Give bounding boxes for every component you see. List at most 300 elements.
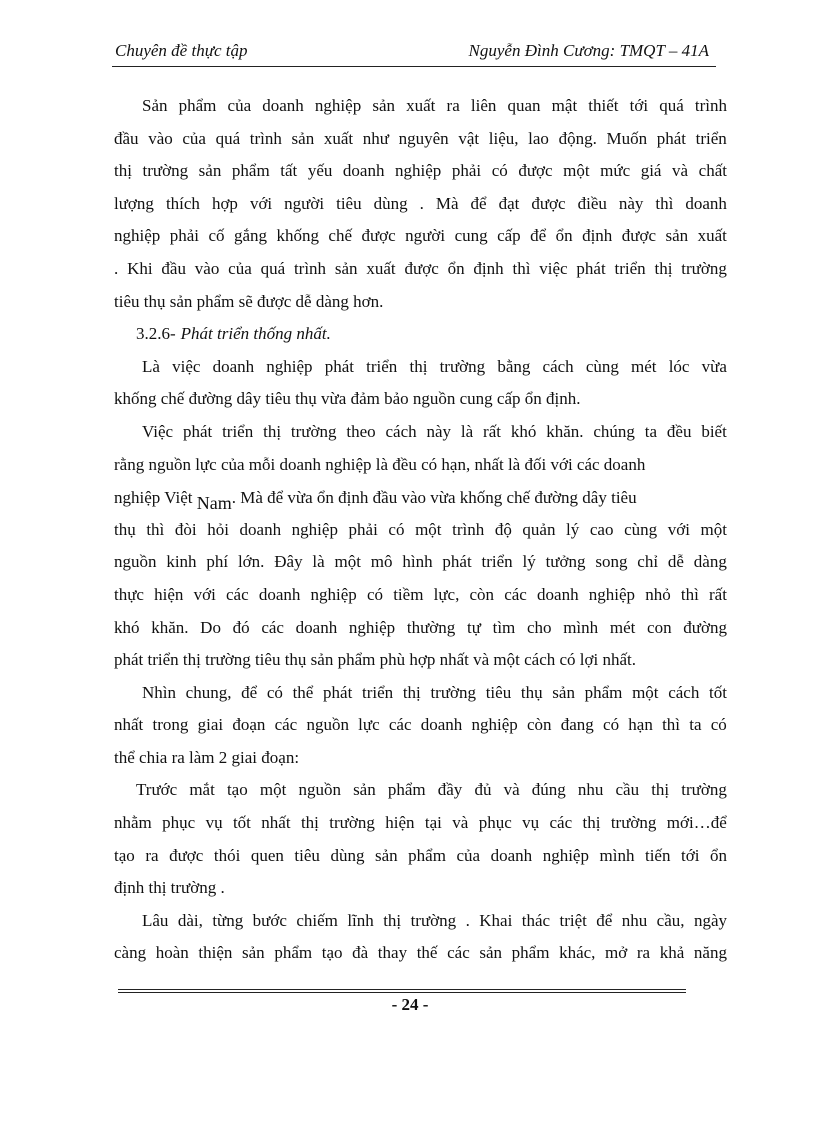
word: thị: [300, 813, 319, 833]
word: triển: [614, 258, 646, 278]
word: tới: [629, 96, 649, 115]
word: Khai: [479, 910, 513, 930]
word: thị: [383, 910, 402, 930]
section-number: 3.2.6-: [136, 324, 176, 344]
word: tưởng: [545, 552, 586, 572]
text-line: [114, 351, 727, 384]
word: tiêu: [336, 193, 362, 213]
word: đúng: [531, 780, 566, 800]
text-line: [114, 123, 727, 156]
word: trường: [410, 910, 457, 930]
word: thích: [165, 193, 200, 213]
line-text: [114, 840, 727, 873]
word: trường: [290, 421, 337, 441]
word: cấp: [497, 226, 521, 246]
word: cùng: [624, 519, 658, 539]
word: các: [504, 584, 527, 604]
word: là: [312, 552, 325, 572]
word: mở: [605, 943, 628, 963]
word: vụ: [205, 813, 223, 833]
word: năng: [693, 943, 727, 963]
word: doanh: [239, 519, 282, 539]
word: cầu: [615, 780, 640, 800]
word: sản: [198, 161, 222, 181]
word: càng: [114, 943, 147, 963]
word: đều: [666, 421, 692, 441]
word: Muốn: [606, 128, 648, 148]
text-line: [114, 383, 727, 416]
word: thị: [582, 813, 601, 833]
word: một: [415, 519, 442, 539]
word: tốt: [232, 813, 251, 833]
word: phải: [348, 519, 378, 539]
word: đòi: [174, 519, 197, 539]
word: gắng: [233, 226, 268, 246]
line-text: [114, 253, 727, 286]
word: vừa: [701, 356, 727, 376]
word: yếu: [307, 161, 333, 181]
word: thực: [114, 584, 144, 604]
word: nghiệp: [542, 845, 589, 865]
word: nghiệp: [314, 96, 362, 115]
word: trường: [681, 780, 727, 800]
word: người: [405, 226, 446, 246]
word: đạt: [498, 193, 520, 213]
line-text: [114, 709, 727, 742]
word: phát: [324, 356, 354, 376]
word: ra: [446, 96, 460, 115]
word: này: [618, 193, 644, 213]
word: hình: [402, 552, 433, 572]
word: đầu: [161, 258, 186, 278]
word: này: [426, 421, 452, 441]
word: thị: [651, 780, 670, 800]
word: doanh: [685, 193, 727, 213]
word: đoạn: [232, 715, 266, 735]
word: Là: [142, 356, 160, 376]
page-number: - 24 -: [391, 995, 429, 1014]
line-text: [114, 481, 727, 514]
word: thói: [213, 845, 241, 865]
word: xuất: [697, 226, 727, 246]
word: dễ: [667, 552, 684, 572]
word: có: [491, 161, 508, 181]
text-line: [114, 155, 727, 188]
word: Việc: [142, 421, 174, 441]
word: được: [621, 226, 656, 246]
word: nghiệp: [471, 715, 518, 735]
word: đủ: [474, 780, 492, 800]
word: để: [470, 193, 487, 213]
word: trường: [439, 356, 486, 376]
word: đang: [560, 715, 594, 735]
word: phẩm: [274, 943, 313, 963]
text-line: [114, 90, 727, 123]
word: thị: [654, 258, 673, 278]
word: hạn: [628, 715, 653, 735]
word: phát: [656, 128, 686, 148]
word: phẩm: [584, 682, 623, 702]
word: quan: [507, 96, 541, 115]
word: nhất: [114, 715, 144, 735]
text-line: [114, 449, 727, 482]
word: một: [563, 161, 590, 181]
word: được: [518, 161, 553, 181]
word: và: [503, 780, 520, 800]
page-header: [115, 41, 713, 65]
line-text: [114, 546, 727, 579]
text-line: [114, 709, 727, 742]
word: sản: [374, 845, 398, 865]
word: của: [182, 128, 206, 148]
word: trình: [452, 519, 485, 539]
word: khác,: [559, 943, 596, 963]
word: lý: [522, 552, 536, 572]
line-text-part: . Mà để vừa ổn định đầu vào vừa khống chế đường dây tiêu: [231, 488, 637, 508]
word: được: [361, 226, 396, 246]
word: hiện: [154, 584, 184, 604]
word: chiếm: [296, 910, 338, 930]
word: trường: [329, 813, 375, 833]
word: tiềm: [393, 584, 424, 604]
word: Mà: [435, 193, 459, 213]
word: chung,: [185, 682, 232, 702]
word: phẩm: [408, 845, 446, 865]
word: bước: [252, 910, 287, 930]
word: lực,: [433, 584, 460, 604]
word: trong: [152, 715, 189, 735]
word: tạo: [321, 943, 343, 963]
word: chỉ: [637, 552, 659, 572]
word: chất: [698, 161, 727, 181]
word: phải: [451, 161, 482, 181]
word: là: [460, 421, 474, 441]
word: doanh: [537, 584, 579, 604]
word: một: [334, 552, 361, 572]
word: thiết: [588, 96, 619, 115]
word: một: [632, 682, 659, 702]
text-line: [114, 546, 727, 579]
word: thế: [416, 943, 438, 963]
word: trình: [249, 128, 282, 148]
word: giai: [197, 715, 224, 735]
word: mô: [370, 552, 393, 572]
word: triển: [481, 552, 513, 572]
word: doanh: [490, 845, 533, 865]
word: phẩm: [511, 943, 550, 963]
word: phát: [576, 258, 606, 278]
word: .: [114, 258, 119, 278]
word: triển: [366, 356, 398, 376]
word: dùng: [373, 193, 408, 213]
word: theo: [346, 421, 376, 441]
line-text: [136, 774, 727, 807]
line-text-part: Nam: [196, 493, 232, 514]
footer-rule: [118, 989, 686, 990]
word: ta: [644, 421, 658, 441]
word: tự: [466, 617, 481, 637]
word: tạo: [114, 845, 135, 865]
word: của: [228, 258, 252, 278]
word: đường: [683, 617, 727, 637]
word: ta: [689, 715, 702, 735]
word: vào: [148, 128, 173, 148]
word: một: [700, 519, 727, 539]
word: quá: [659, 96, 684, 115]
word: thác: [521, 910, 551, 930]
word: được: [169, 845, 204, 865]
word: kinh: [166, 552, 197, 572]
word: hoàn: [155, 943, 189, 963]
word: khó: [114, 617, 140, 637]
text-line: [114, 742, 727, 775]
line-text: phát triển thị trường tiêu thụ sản phẩm phù hợp nhất và một cách có lợi nhất.: [114, 650, 636, 670]
word: nguồn: [298, 780, 341, 800]
word: đà: [352, 943, 369, 963]
word: có: [366, 584, 384, 604]
word: định: [582, 226, 613, 246]
word: người: [284, 193, 325, 213]
word: của: [227, 96, 252, 115]
word: lao: [528, 128, 549, 148]
word: mét: [631, 356, 657, 376]
word: độ: [494, 519, 512, 539]
word: nguồn: [306, 715, 349, 735]
text-line: [114, 286, 727, 319]
word: cùng: [585, 356, 619, 376]
line-text: [142, 416, 727, 449]
word: phát: [323, 682, 353, 702]
word: Nhìn: [142, 682, 176, 702]
line-text: khống chế đường dây tiêu thụ vừa đảm bảo nguồn cung cấp ổn định.: [114, 389, 581, 409]
word: khống: [276, 226, 319, 246]
word: cách: [542, 356, 574, 376]
line-text: rằng nguồn lực của mỗi doanh nghiệp là đều có hạn, nhất là đối với các doanh: [114, 454, 646, 474]
word: khả: [659, 943, 685, 963]
word: phẩm: [387, 780, 426, 800]
text-line: [114, 188, 727, 221]
word: phục: [162, 813, 196, 833]
word: liệu,: [488, 128, 519, 148]
word: triển: [361, 682, 394, 702]
word: thị: [409, 356, 428, 376]
word: thì: [655, 193, 674, 213]
line-text: định thị trường .: [114, 878, 225, 898]
word: trường: [610, 813, 657, 833]
text-line: [114, 612, 727, 645]
word: ngày: [693, 910, 727, 930]
line-text-part: nghiệp Việt: [114, 488, 193, 508]
word: tất: [280, 161, 298, 181]
word: mét: [609, 617, 636, 637]
word: biết: [701, 421, 727, 441]
word: để: [241, 682, 258, 702]
document-body: [114, 90, 727, 970]
word: và: [672, 161, 689, 181]
word: lý: [566, 519, 580, 539]
word: hiện: [385, 813, 415, 833]
word: thể: [292, 682, 314, 702]
word: còn: [469, 584, 495, 604]
word: để: [596, 910, 613, 930]
word: tốt: [709, 682, 727, 702]
word: giá: [640, 161, 662, 181]
word: với: [193, 584, 216, 604]
text-line: [114, 253, 727, 286]
word: nghiệp: [266, 356, 313, 376]
footer-rule: [118, 992, 686, 993]
word: .: [419, 193, 424, 213]
word: Trước: [136, 780, 178, 800]
word: vật: [458, 128, 480, 148]
text-line: [114, 644, 727, 677]
word: Khi: [127, 258, 153, 278]
word: động.: [558, 128, 597, 148]
word: nhu: [577, 780, 604, 800]
word: nghiệp: [588, 584, 636, 604]
word: lóc: [668, 356, 690, 376]
word: còn: [527, 715, 552, 735]
word: đó: [232, 617, 250, 637]
word: ổn: [555, 226, 573, 246]
word: liên: [470, 96, 497, 115]
text-line: [114, 220, 727, 253]
word: lớn.: [237, 552, 265, 572]
word: vào: [194, 258, 220, 278]
word: sản: [291, 128, 315, 148]
word: lĩnh: [347, 910, 374, 930]
word: thì: [662, 715, 681, 735]
text-line: [114, 872, 727, 905]
word: cầu,: [656, 910, 685, 930]
word: việc: [172, 356, 201, 376]
text-line: [114, 937, 727, 970]
word: quen: [250, 845, 284, 865]
word: doanh: [420, 715, 463, 735]
word: thị: [114, 161, 132, 181]
word: thị: [263, 421, 282, 441]
word: rất: [483, 421, 501, 441]
word: sản: [372, 96, 395, 115]
word: cố: [208, 226, 225, 246]
word: doanh: [295, 617, 338, 637]
word: phẩm: [178, 96, 217, 115]
word: được: [531, 193, 566, 213]
word: có: [388, 519, 405, 539]
word: thì: [680, 584, 699, 604]
word: thì: [512, 258, 531, 278]
word: nguyên: [398, 128, 449, 148]
word: điều: [577, 193, 607, 213]
word: phát: [182, 421, 213, 441]
word: Lâu: [142, 910, 169, 930]
word: doanh: [342, 161, 385, 181]
word: dùng: [330, 845, 365, 865]
word: được: [404, 258, 439, 278]
section-heading: [114, 318, 727, 351]
word: thiện: [198, 943, 233, 963]
word: đầy: [437, 780, 463, 800]
word: các: [549, 813, 573, 833]
word: có: [603, 715, 620, 735]
word: quản: [522, 519, 556, 539]
word: phát: [442, 552, 472, 572]
word: Sản: [142, 96, 168, 115]
text-line: [114, 840, 727, 873]
word: khăn.: [546, 421, 584, 441]
word: hỏi: [207, 519, 229, 539]
word: chế: [328, 226, 353, 246]
word: sản: [479, 943, 503, 963]
word: nhu: [621, 910, 648, 930]
word: quá: [260, 258, 286, 278]
word: tiêu: [294, 845, 320, 865]
word: trường: [142, 161, 189, 181]
line-text: thể chia ra làm 2 giai đoạn:: [114, 747, 300, 767]
word: tạo: [226, 780, 248, 800]
word: .: [465, 910, 470, 930]
header-divider: [112, 66, 716, 67]
word: rất: [709, 584, 727, 604]
text-line: [114, 774, 727, 807]
word: thị: [402, 682, 421, 702]
line-text: [114, 937, 727, 970]
word: sản: [665, 226, 689, 246]
header-author: Nguyễn Đình Cương: TMQT – 41A: [468, 41, 709, 60]
word: Đây: [274, 552, 303, 572]
line-text: [114, 123, 727, 156]
word: định: [473, 258, 504, 278]
word: nhỏ: [645, 584, 671, 604]
word: cho: [526, 617, 552, 637]
word: con: [647, 617, 672, 637]
word: để: [530, 226, 547, 246]
line-text: [114, 807, 727, 840]
word: các: [388, 715, 412, 735]
word: tìm: [492, 617, 516, 637]
word: triệt: [559, 910, 587, 930]
word: sản: [242, 943, 265, 963]
word: triển: [222, 421, 254, 441]
word: mình: [563, 617, 599, 637]
word: xuất: [323, 128, 354, 148]
word: cách: [385, 421, 417, 441]
text-line: [114, 579, 727, 612]
text-line: [114, 905, 727, 938]
word: một: [259, 780, 287, 800]
line-text: [114, 612, 727, 645]
word: nghiệp: [395, 161, 442, 181]
word: chúng: [593, 421, 635, 441]
word: phải: [169, 226, 200, 246]
word: dài,: [177, 910, 203, 930]
word: ổn: [709, 845, 727, 865]
word: nghiệp: [291, 519, 338, 539]
word: mức: [600, 161, 631, 181]
word: mắt: [189, 780, 215, 800]
word: Do: [200, 617, 221, 637]
word: nghiệp: [114, 226, 161, 246]
word: xuất: [366, 258, 396, 278]
footer-divider: [118, 989, 686, 993]
word: với: [667, 519, 690, 539]
word: trình: [293, 258, 327, 278]
word: các: [261, 617, 284, 637]
word: quá: [215, 128, 241, 148]
line-text: [142, 90, 727, 123]
section-title: Phát triển thống nhất.: [180, 324, 331, 344]
word: mình: [599, 845, 635, 865]
